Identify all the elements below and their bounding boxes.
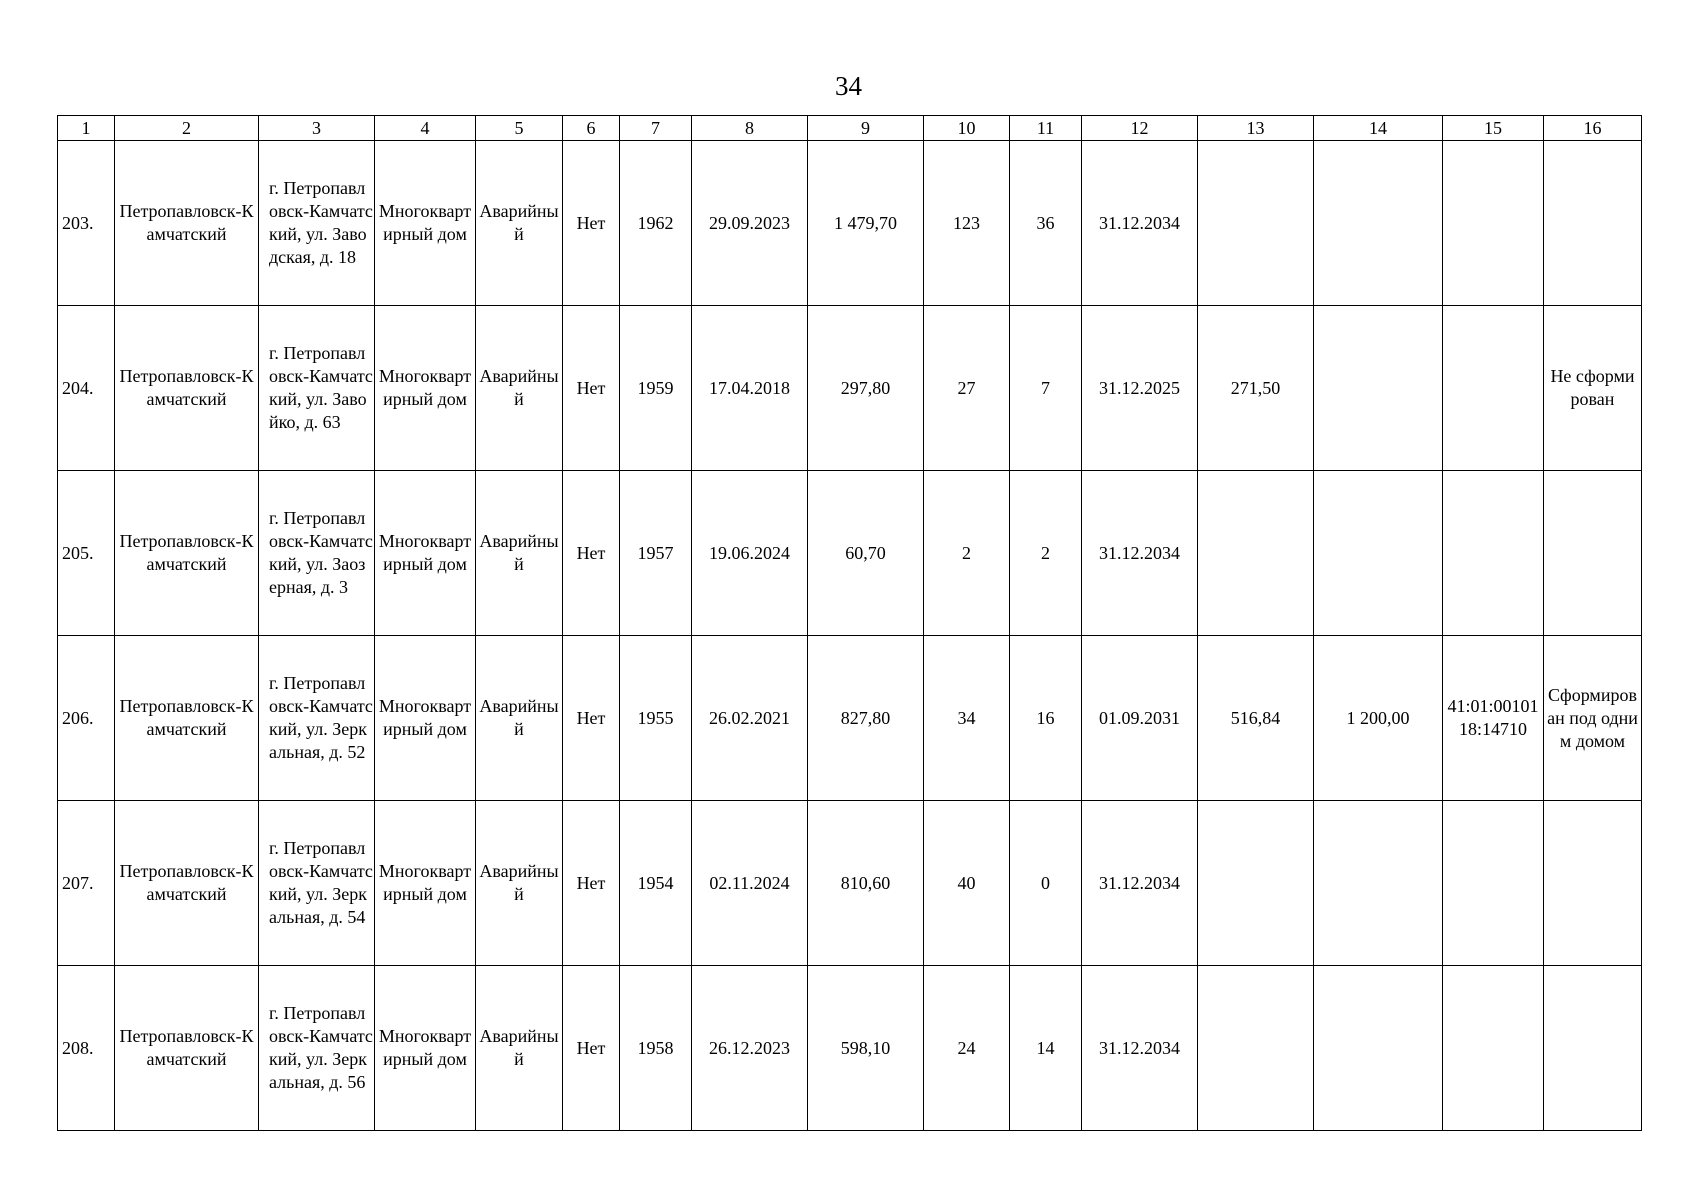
land-status-cell: Не сформирован bbox=[1544, 306, 1642, 471]
deadline-cell: 31.12.2034 bbox=[1082, 141, 1198, 306]
col6-cell: Нет bbox=[563, 966, 620, 1131]
column-header: 9 bbox=[808, 116, 924, 141]
col14-cell bbox=[1314, 966, 1443, 1131]
col13-cell bbox=[1198, 966, 1314, 1131]
date-cell: 29.09.2023 bbox=[692, 141, 808, 306]
residents-cell: 40 bbox=[924, 801, 1010, 966]
column-header: 4 bbox=[375, 116, 476, 141]
area-cell: 827,80 bbox=[808, 636, 924, 801]
column-header: 12 bbox=[1082, 116, 1198, 141]
address-cell: г. Петропавловск-Камчатский, ул. Завойко, д. 63 bbox=[259, 306, 375, 471]
date-cell: 26.12.2023 bbox=[692, 966, 808, 1131]
rooms-cell: 36 bbox=[1010, 141, 1082, 306]
col13-cell: 271,50 bbox=[1198, 306, 1314, 471]
land-status-cell bbox=[1544, 471, 1642, 636]
building-type-cell: Многоквартирный дом bbox=[375, 141, 476, 306]
address-cell: г. Петропавловск-Камчатский, ул. Заозерная, д. 3 bbox=[259, 471, 375, 636]
column-header: 10 bbox=[924, 116, 1010, 141]
building-type-cell: Многоквартирный дом bbox=[375, 966, 476, 1131]
year-cell: 1957 bbox=[620, 471, 692, 636]
municipality-cell: Петропавловск-Камчатский bbox=[115, 141, 259, 306]
column-header: 14 bbox=[1314, 116, 1443, 141]
column-header: 11 bbox=[1010, 116, 1082, 141]
cadastral-cell bbox=[1443, 801, 1544, 966]
land-status-cell bbox=[1544, 801, 1642, 966]
address-cell: г. Петропавловск-Камчатский, ул. Зеркальная, д. 52 bbox=[259, 636, 375, 801]
cadastral-cell bbox=[1443, 141, 1544, 306]
cadastral-cell bbox=[1443, 306, 1544, 471]
row-number: 203. bbox=[58, 141, 115, 306]
col6-cell: Нет bbox=[563, 636, 620, 801]
col13-cell: 516,84 bbox=[1198, 636, 1314, 801]
column-header: 5 bbox=[476, 116, 563, 141]
residents-cell: 2 bbox=[924, 471, 1010, 636]
rooms-cell: 16 bbox=[1010, 636, 1082, 801]
status-cell: Аварийный bbox=[476, 471, 563, 636]
residents-cell: 34 bbox=[924, 636, 1010, 801]
row-number: 208. bbox=[58, 966, 115, 1131]
residents-cell: 27 bbox=[924, 306, 1010, 471]
date-cell: 17.04.2018 bbox=[692, 306, 808, 471]
rooms-cell: 14 bbox=[1010, 966, 1082, 1131]
column-header: 3 bbox=[259, 116, 375, 141]
column-header: 16 bbox=[1544, 116, 1642, 141]
municipality-cell: Петропавловск-Камчатский bbox=[115, 636, 259, 801]
col14-cell: 1 200,00 bbox=[1314, 636, 1443, 801]
address-cell: г. Петропавловск-Камчатский, ул. Зеркальная, д. 56 bbox=[259, 966, 375, 1131]
housing-registry-table bbox=[57, 115, 1642, 1131]
row-number: 205. bbox=[58, 471, 115, 636]
deadline-cell: 31.12.2025 bbox=[1082, 306, 1198, 471]
building-type-cell: Многоквартирный дом bbox=[375, 801, 476, 966]
municipality-cell: Петропавловск-Камчатский bbox=[115, 306, 259, 471]
area-cell: 598,10 bbox=[808, 966, 924, 1131]
status-cell: Аварийный bbox=[476, 306, 563, 471]
address-cell: г. Петропавловск-Камчатский, ул. Заводская, д. 18 bbox=[259, 141, 375, 306]
table-row bbox=[58, 966, 1642, 1131]
col13-cell bbox=[1198, 801, 1314, 966]
address-cell: г. Петропавловск-Камчатский, ул. Зеркальная, д. 54 bbox=[259, 801, 375, 966]
municipality-cell: Петропавловск-Камчатский bbox=[115, 966, 259, 1131]
cadastral-cell: 41:01:0010118:14710 bbox=[1443, 636, 1544, 801]
rooms-cell: 2 bbox=[1010, 471, 1082, 636]
area-cell: 810,60 bbox=[808, 801, 924, 966]
cadastral-cell bbox=[1443, 966, 1544, 1131]
building-type-cell: Многоквартирный дом bbox=[375, 471, 476, 636]
column-header: 6 bbox=[563, 116, 620, 141]
row-number: 206. bbox=[58, 636, 115, 801]
deadline-cell: 01.09.2031 bbox=[1082, 636, 1198, 801]
residents-cell: 24 bbox=[924, 966, 1010, 1131]
year-cell: 1954 bbox=[620, 801, 692, 966]
col6-cell: Нет bbox=[563, 801, 620, 966]
col6-cell: Нет bbox=[563, 471, 620, 636]
status-cell: Аварийный bbox=[476, 966, 563, 1131]
residents-cell: 123 bbox=[924, 141, 1010, 306]
col13-cell bbox=[1198, 141, 1314, 306]
col14-cell bbox=[1314, 141, 1443, 306]
column-header: 15 bbox=[1443, 116, 1544, 141]
col14-cell bbox=[1314, 306, 1443, 471]
column-header: 7 bbox=[620, 116, 692, 141]
date-cell: 26.02.2021 bbox=[692, 636, 808, 801]
status-cell: Аварийный bbox=[476, 141, 563, 306]
column-number-row bbox=[58, 116, 1642, 141]
column-header: 1 bbox=[58, 116, 115, 141]
status-cell: Аварийный bbox=[476, 801, 563, 966]
deadline-cell: 31.12.2034 bbox=[1082, 966, 1198, 1131]
building-type-cell: Многоквартирный дом bbox=[375, 636, 476, 801]
col14-cell bbox=[1314, 471, 1443, 636]
column-header: 2 bbox=[115, 116, 259, 141]
deadline-cell: 31.12.2034 bbox=[1082, 801, 1198, 966]
area-cell: 297,80 bbox=[808, 306, 924, 471]
table-row bbox=[58, 801, 1642, 966]
date-cell: 02.11.2024 bbox=[692, 801, 808, 966]
table-row bbox=[58, 141, 1642, 306]
area-cell: 1 479,70 bbox=[808, 141, 924, 306]
status-cell: Аварийный bbox=[476, 636, 563, 801]
table-row bbox=[58, 306, 1642, 471]
year-cell: 1962 bbox=[620, 141, 692, 306]
deadline-cell: 31.12.2034 bbox=[1082, 471, 1198, 636]
year-cell: 1955 bbox=[620, 636, 692, 801]
municipality-cell: Петропавловск-Камчатский bbox=[115, 471, 259, 636]
column-header: 13 bbox=[1198, 116, 1314, 141]
col13-cell bbox=[1198, 471, 1314, 636]
row-number: 204. bbox=[58, 306, 115, 471]
municipality-cell: Петропавловск-Камчатский bbox=[115, 801, 259, 966]
land-status-cell bbox=[1544, 966, 1642, 1131]
building-type-cell: Многоквартирный дом bbox=[375, 306, 476, 471]
date-cell: 19.06.2024 bbox=[692, 471, 808, 636]
page-number: 34 bbox=[835, 71, 862, 101]
land-status-cell bbox=[1544, 141, 1642, 306]
cadastral-cell bbox=[1443, 471, 1544, 636]
table-row bbox=[58, 471, 1642, 636]
year-cell: 1959 bbox=[620, 306, 692, 471]
area-cell: 60,70 bbox=[808, 471, 924, 636]
col6-cell: Нет bbox=[563, 306, 620, 471]
row-number: 207. bbox=[58, 801, 115, 966]
year-cell: 1958 bbox=[620, 966, 692, 1131]
rooms-cell: 7 bbox=[1010, 306, 1082, 471]
column-header: 8 bbox=[692, 116, 808, 141]
col6-cell: Нет bbox=[563, 141, 620, 306]
table-row bbox=[58, 636, 1642, 801]
rooms-cell: 0 bbox=[1010, 801, 1082, 966]
land-status-cell: Сформирован под одним домом bbox=[1544, 636, 1642, 801]
col14-cell bbox=[1314, 801, 1443, 966]
